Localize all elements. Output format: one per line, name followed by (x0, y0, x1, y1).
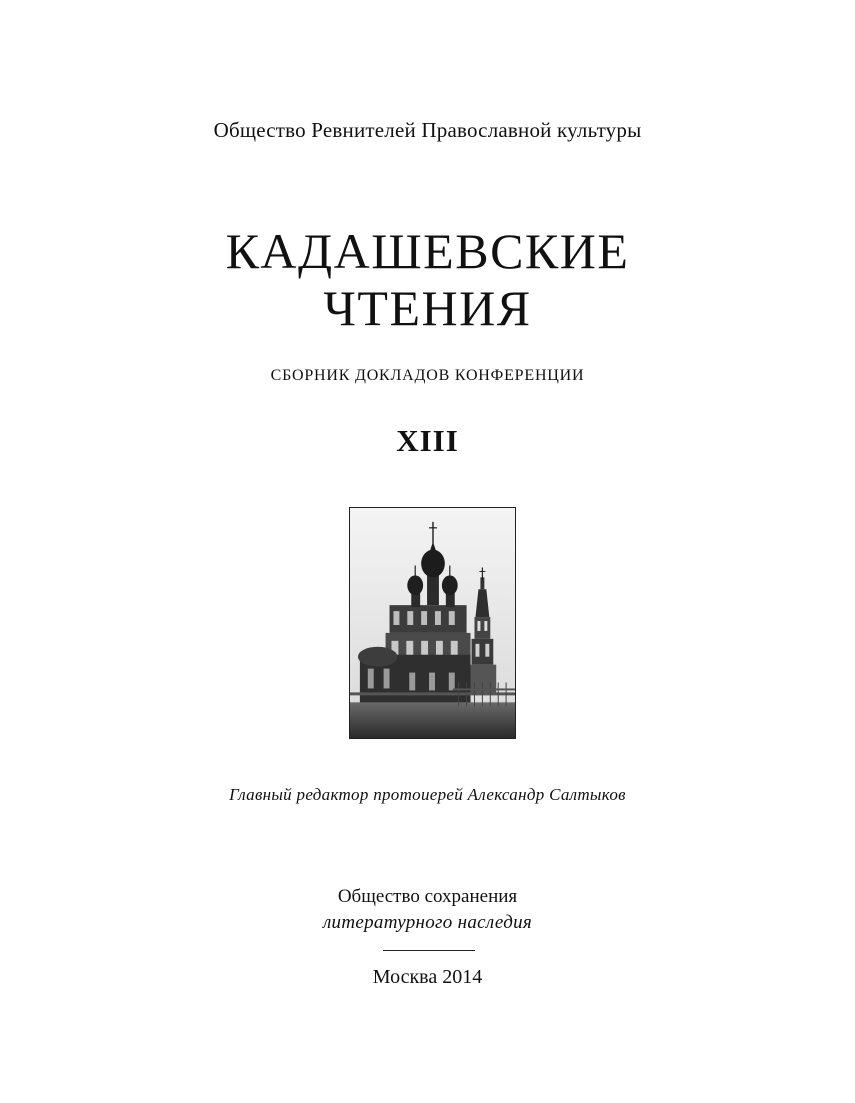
chief-editor: Главный редактор протоиерей Александр Салтыков (229, 785, 626, 804)
book-title-line-2: ЧТЕНИЯ (323, 280, 532, 336)
church-photo (349, 507, 516, 739)
volume-number: XIII (396, 423, 459, 458)
divider-rule (383, 950, 475, 951)
church-photo-icon (350, 508, 515, 738)
book-title-line-1: КАДАШЕВСКИЕ (225, 223, 630, 279)
publisher-line-2: литературного наследия (322, 912, 533, 933)
imprint-place-year: Москва 2014 (372, 966, 483, 988)
publisher-line-1: Общество сохранения (337, 886, 518, 907)
book-subtitle: СБОРНИК ДОКЛАДОВ КОНФЕРЕНЦИИ (270, 367, 585, 384)
society-name: Общество Ревнителей Православной культуры (213, 118, 642, 142)
